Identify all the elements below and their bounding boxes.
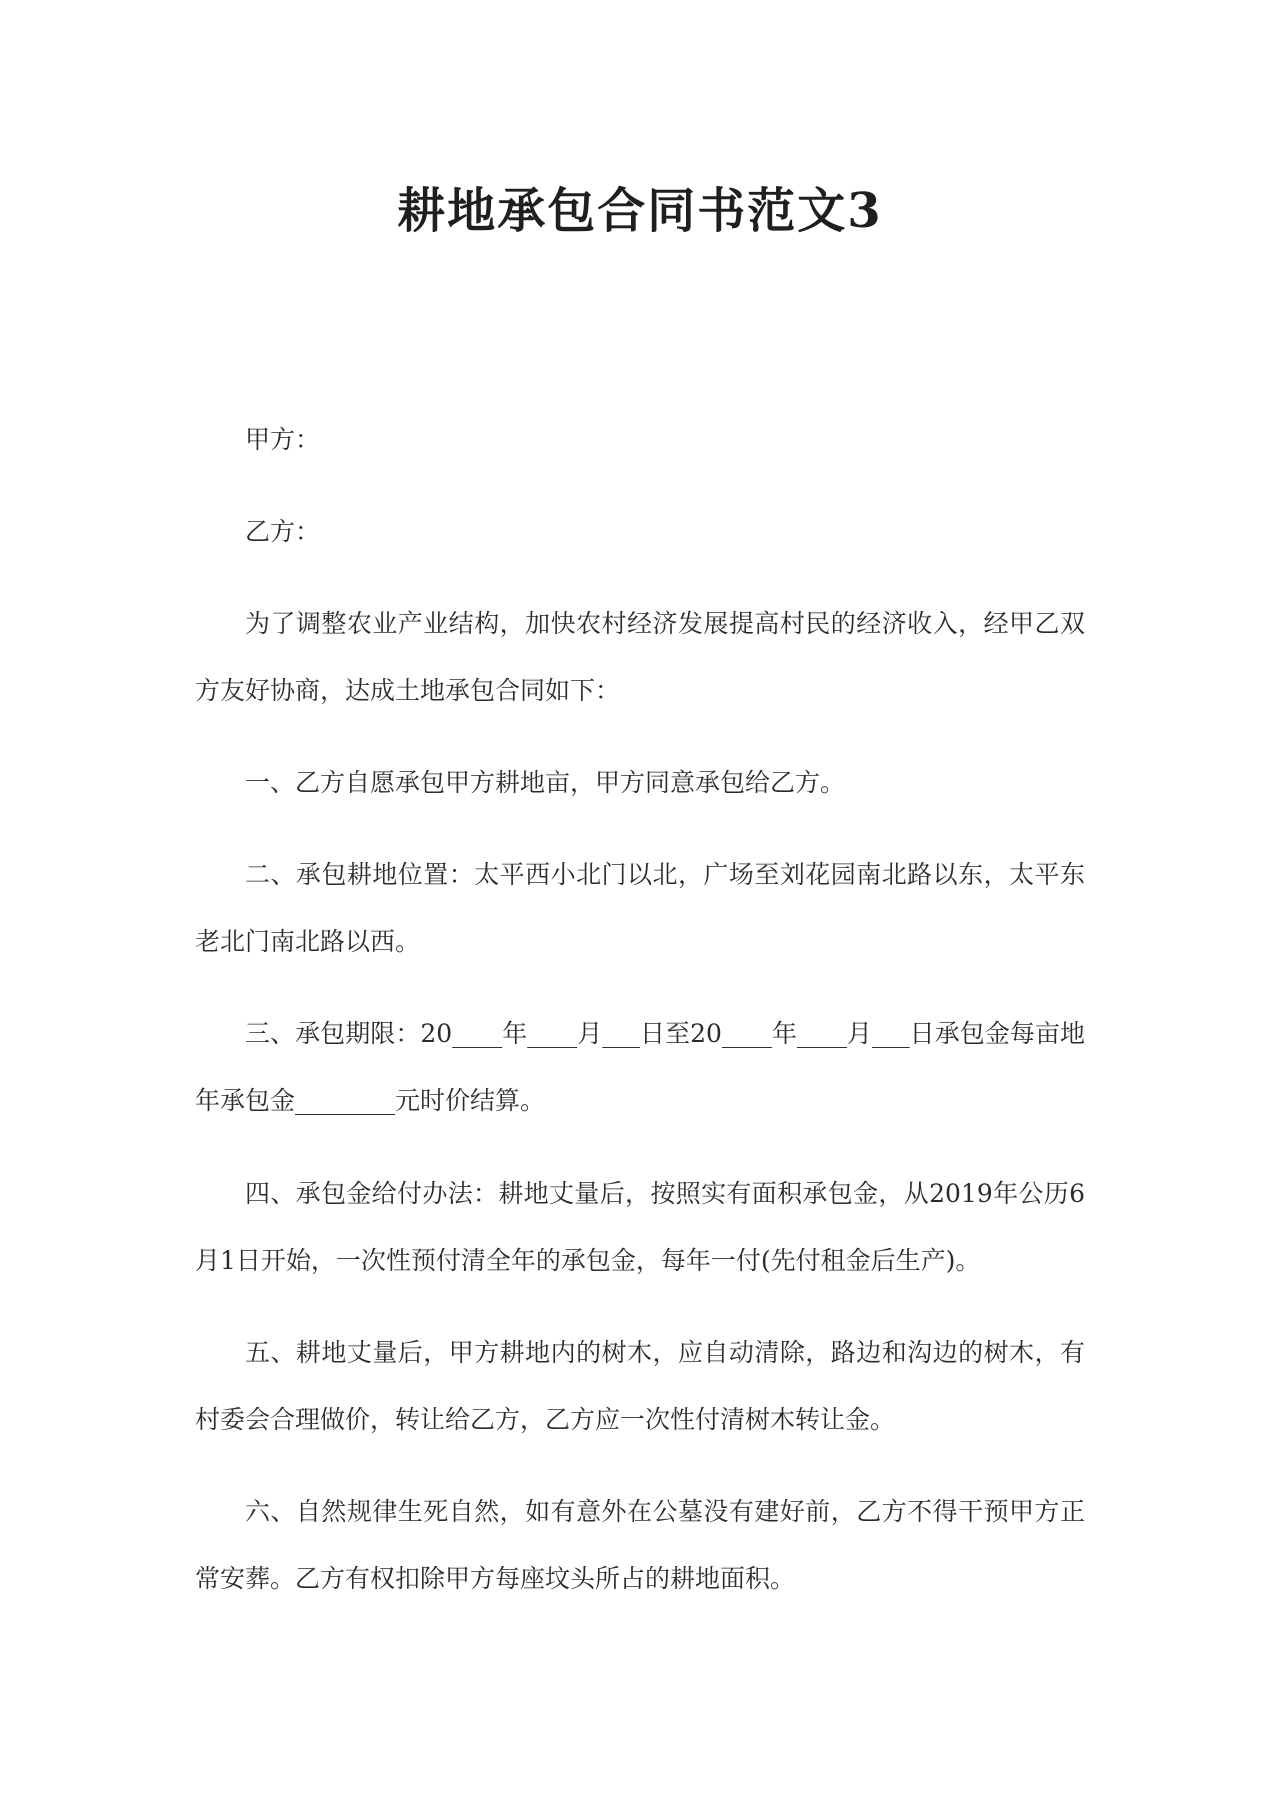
clause-4-paragraph: 四、承包金给付办法：耕地丈量后，按照实有面积承包金，从2019年公历6月1日开始，一次性预付清全年的承包金，每年一付(先付租金后生产)。: [195, 1179, 1085, 1275]
document-title: 耕地承包合同书范文3: [397, 183, 883, 239]
preamble-paragraph: 为了调整农业产业结构，加快农村经济发展提高村民的经济收入，经甲乙双方友好协商，达成土地承包合同如下：: [195, 609, 1085, 705]
clause-3-paragraph: 三、承包期限：20____年____月___日至20____年____月___日承包金每亩地年承包金________元时价结算。: [195, 1019, 1085, 1115]
clause-6-paragraph: 六、自然规律生死自然，如有意外在公墓没有建好前，乙方不得干预甲方正常安葬。乙方有权扣除甲方每座坟头所占的耕地面积。: [195, 1497, 1085, 1593]
clause-1-paragraph: 一、乙方自愿承包甲方耕地亩，甲方同意承包给乙方。: [245, 768, 846, 797]
clause-5-paragraph: 五、耕地丈量后，甲方耕地内的树木，应自动清除，路边和沟边的树木，有村委会合理做价，转让给乙方，乙方应一次性付清树木转让金。: [195, 1338, 1085, 1434]
clause-2-paragraph: 二、承包耕地位置：太平西小北门以北，广场至刘花园南北路以东，太平东老北门南北路以西。: [195, 860, 1085, 956]
party-a-line: 甲方：: [245, 425, 321, 454]
party-b-line: 乙方：: [245, 517, 321, 546]
